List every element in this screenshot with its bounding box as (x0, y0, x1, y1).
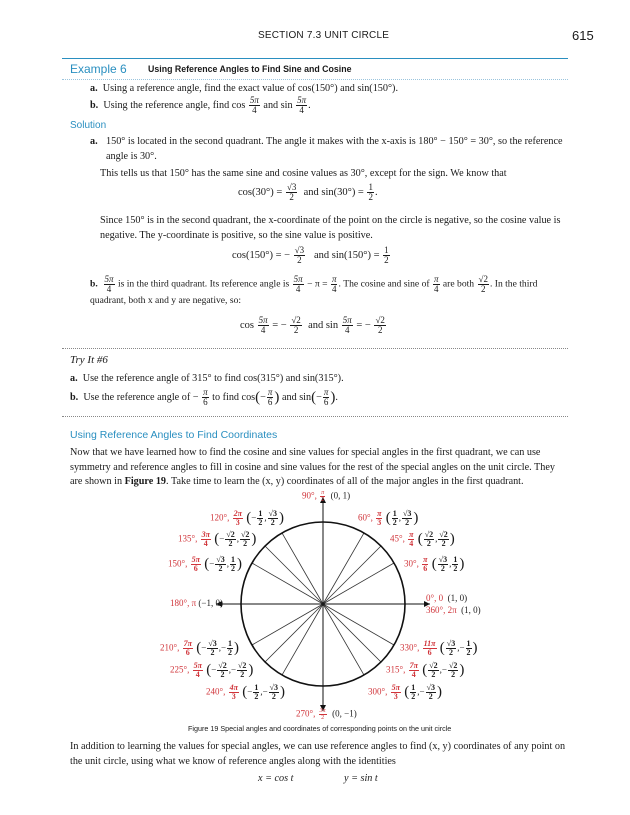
equation-cos150-sin150: cos(150°) = − $\frac{√3}{2}$ and sin(150°) = $\frac{1}{2}$ (232, 245, 389, 265)
section-paragraph-1: Now that we have learned how to find the cosine and sine values for special angles in the first quadrant, we can use symmetry and reference angles to fill in cosine and sine values for the rest of the special angles on the unit circle. They are shown in Figure 19. Take time to learn the (x, y) coordinates of all of the major angles in the first quadrant. (70, 447, 555, 487)
example-label: Example 6 (70, 62, 127, 76)
solution-text3: Since 150° is in the second quadrant, the x-coordinate of the point on the circle is negative, so the cosine value is negative. The y-coordinate is positive, so the sine value is positive. (100, 215, 561, 241)
solution-label: Solution (70, 120, 107, 131)
spoke-30 (323, 563, 394, 604)
label-0: 0°, 0 (1, 0) (426, 593, 468, 603)
label-330: 330°, $\frac{11\pi}{6}$ ( $\frac{√3}{2}$ ,− $\frac{1}{2}$ ) (400, 639, 478, 657)
equation-cos30-sin30: cos(30°) = $\frac{√3}{2}$ and sin(30°) = $\frac{1}{2}$ . (238, 182, 378, 202)
label-30: 30°, $\frac{\pi}{6}$ ( $\frac{√3}{2}$ , $\frac{1}{2}$ ) (404, 555, 465, 573)
label-120: 120°, $\frac{2\pi}{3}$ (− $\frac{1}{2}$ , $\frac{√3}{2}$ ) (210, 509, 284, 527)
spoke-150 (252, 563, 323, 604)
spoke-240 (282, 604, 323, 675)
label-315: 315°, $\frac{7\pi}{4}$ ( $\frac{√2}{2}$ ,− $\frac{√2}{2}$ ) (386, 661, 465, 679)
section-paragraph-2: In addition to learning the values for special angles, we can use reference angles to find (x, y) coordinates of any point on the unit circle, using what we know of reference angles along with the identities (70, 741, 566, 767)
example-title: Using Reference Angles to Find Sine and Cosine (148, 64, 352, 74)
label-210: 210°, $\frac{7\pi}{6}$ (− $\frac{√3}{2}$ ,− $\frac{1}{2}$ ) (160, 639, 240, 657)
label-150: 150°, $\frac{5\pi}{6}$ (− $\frac{√3}{2}$ , $\frac{1}{2}$ ) (168, 555, 242, 573)
figure-caption: Figure 19 Special angles and coordinates of corresponding points on the unit circle (188, 724, 452, 733)
spoke-45 (323, 546, 381, 604)
example-part-a: a. Using a reference angle, find the exact value of cos(150°) and sin(150°). (90, 83, 398, 94)
try-it-part-a: a. Use the reference angle of 315° to find cos(315°) and sin(315°). (70, 373, 344, 384)
solution-part-a: a. 150° is located in the second quadrant. The angle it makes with the x-axis is 180° − 150° = 30°, so the reference angle is 30°. (90, 136, 563, 162)
label-135: 135°, $\frac{3\pi}{4}$ (− $\frac{√2}{2}$ , $\frac{√2}{2}$ ) (178, 530, 257, 548)
identity-x: x = cos t (258, 773, 294, 784)
spoke-300 (323, 604, 364, 675)
label-270: 270°, $\frac{3\pi}{2}$ (0, −1) (296, 708, 357, 721)
label-90: 90°, $\frac{\pi}{2}$ (0, 1) (302, 490, 351, 503)
part-a-text: Using a reference angle, find the exact value of cos(150°) and sin(150°). (102, 83, 398, 94)
spoke-135 (265, 546, 323, 604)
section-number: SECTION 7.3 (258, 30, 322, 41)
section-title: UNIT CIRCLE (324, 30, 390, 41)
spoke-330 (323, 604, 394, 645)
equation-cos-sin-5pi4: cos $\frac{5\pi}{4}$ = − $\frac{√2}{2}$ and sin $\frac{5\pi}{4}$ = − $\frac{√2}{2}$ (240, 315, 385, 335)
label-45: 45°, $\frac{\pi}{4}$ ( $\frac{√2}{2}$ , $\frac{√2}{2}$ ) (390, 530, 455, 548)
section-heading: Using Reference Angles to Find Coordinates (70, 429, 278, 441)
spoke-120 (282, 533, 323, 604)
spoke-210 (252, 604, 323, 645)
try-it-part-b: b. Use the reference angle of − $\frac{\pi}{6}$ to find cos(− $\frac{\pi}{6}$ ) and sin(− $\frac{\pi}{6}$ ). (70, 387, 338, 407)
try-it-label: Try It #6 (70, 354, 108, 366)
page-number: 615 (572, 28, 594, 43)
solution-part-b: b. $\frac{5\pi}{4}$ is in the third quadrant. Its reference angle is $\frac{5\pi}{4}$ − π = $\frac{\pi}{4}$ . The cosine and sine of $\frac{\pi}{4}$ are both $\frac{√2}{2}$ . In the third quadrant, both x and y are negative, so: (90, 274, 538, 306)
label-360: 360°, 2π (1, 0) (426, 605, 481, 615)
spoke-225 (265, 604, 323, 662)
example-part-b: b. Using the reference angle, find cos $\frac{5\pi}{4}$ and sin $\frac{5\pi}{4}$ . (90, 95, 311, 115)
label-60: 60°, $\frac{\pi}{3}$ ( $\frac{1}{2}$ , $\frac{√3}{2}$ ) (358, 509, 419, 527)
label-240: 240°, $\frac{4\pi}{3}$ (− $\frac{1}{2}$ ,− $\frac{√3}{2}$ ) (206, 683, 286, 701)
spoke-60 (323, 533, 364, 604)
solution-text2: This tells us that 150° has the same sine and cosine values as 30°, except for the sign. We know that (100, 168, 507, 179)
label-300: 300°, $\frac{5\pi}{3}$ ( $\frac{1}{2}$ ,− $\frac{√3}{2}$ ) (368, 683, 442, 701)
identity-y: y = sin t (344, 773, 378, 784)
label-180: 180°, π (−1, 0) (170, 598, 223, 608)
spoke-315 (323, 604, 381, 662)
label-225: 225°, $\frac{5\pi}{4}$ (− $\frac{√2}{2}$ ,− $\frac{√2}{2}$ ) (170, 661, 254, 679)
